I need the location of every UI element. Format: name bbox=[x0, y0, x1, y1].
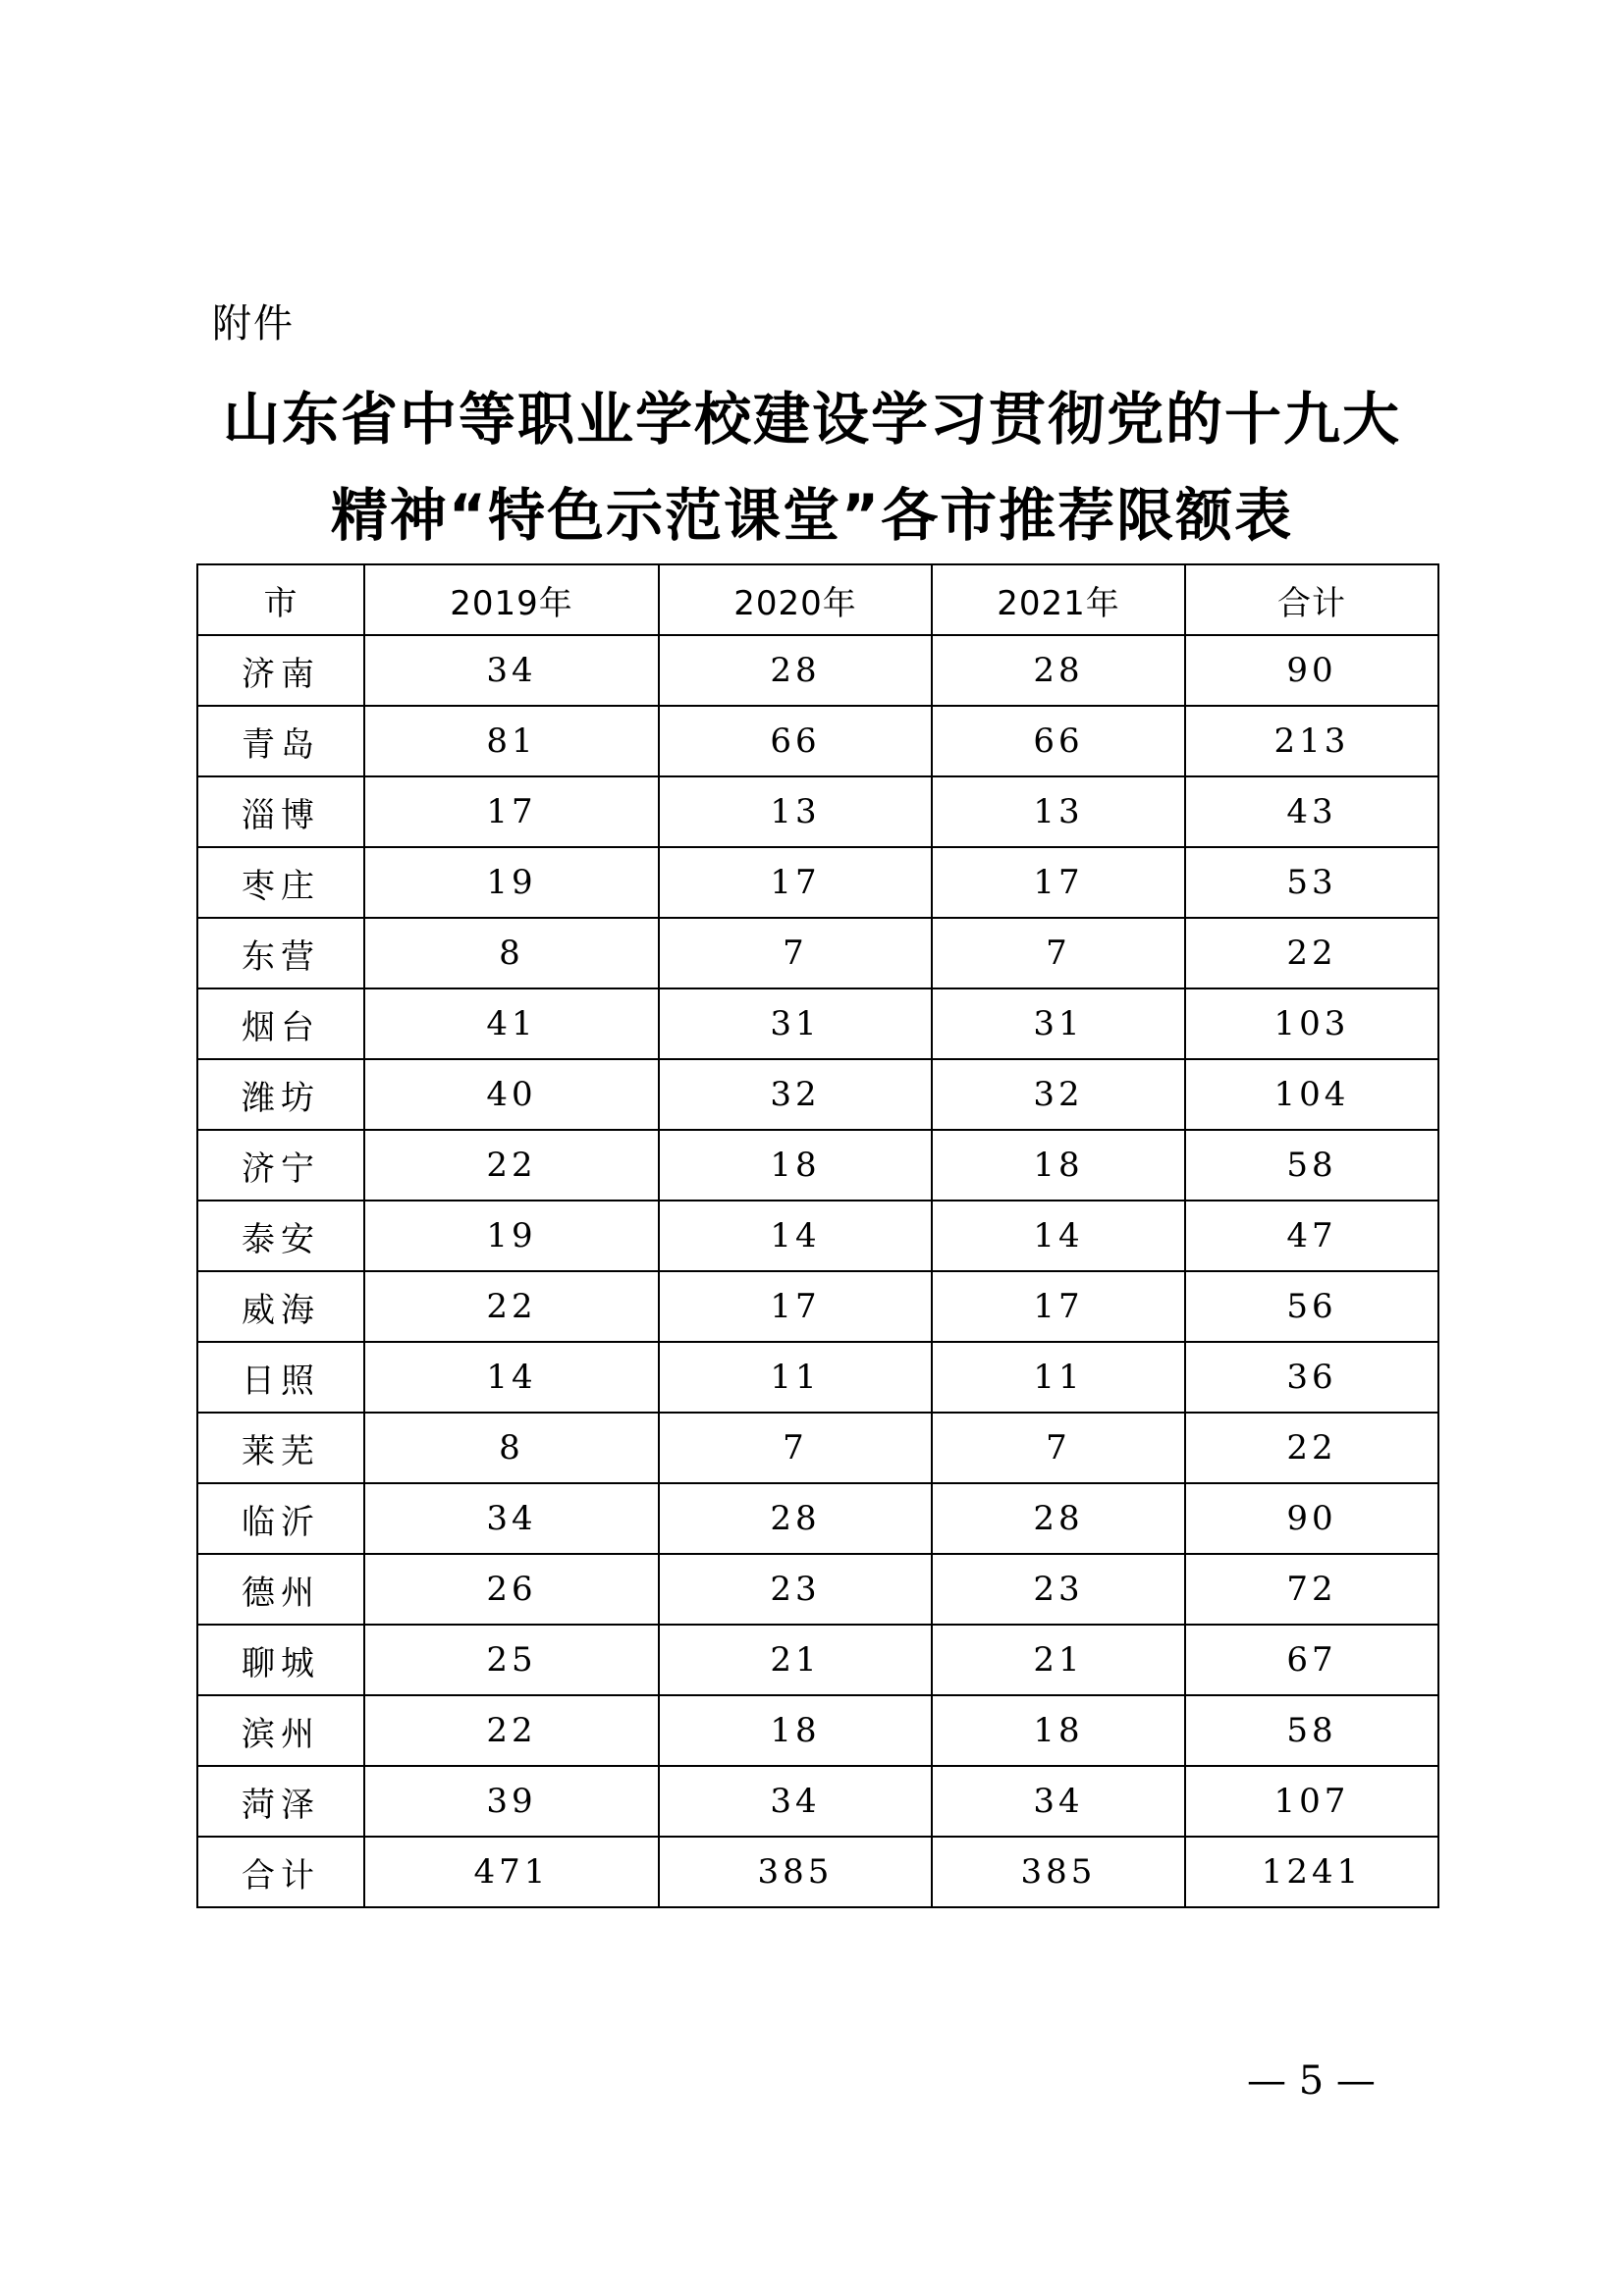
value-2019: 22 bbox=[364, 1130, 659, 1201]
value-2020: 13 bbox=[659, 776, 932, 847]
document-title bbox=[157, 371, 1467, 563]
value-2020: 18 bbox=[659, 1130, 932, 1201]
value-2019: 8 bbox=[364, 918, 659, 988]
table-row bbox=[197, 1342, 1438, 1413]
value-2020: 18 bbox=[659, 1695, 932, 1766]
city-cell: 临沂 bbox=[197, 1483, 364, 1554]
value-total: 90 bbox=[1185, 1483, 1438, 1554]
table-row bbox=[197, 1554, 1438, 1625]
city-cell: 合计 bbox=[197, 1837, 364, 1907]
value-2021: 66 bbox=[932, 706, 1185, 776]
value-2020: 14 bbox=[659, 1201, 932, 1271]
value-2019: 39 bbox=[364, 1766, 659, 1837]
value-total: 58 bbox=[1185, 1695, 1438, 1766]
table-row bbox=[197, 1483, 1438, 1554]
value-2021: 7 bbox=[932, 1413, 1185, 1483]
value-2021: 28 bbox=[932, 1483, 1185, 1554]
city-cell: 德州 bbox=[197, 1554, 364, 1625]
value-2019: 81 bbox=[364, 706, 659, 776]
value-total: 56 bbox=[1185, 1271, 1438, 1342]
city-cell: 莱芜 bbox=[197, 1413, 364, 1483]
value-total: 213 bbox=[1185, 706, 1438, 776]
value-2019: 41 bbox=[364, 988, 659, 1059]
value-2021: 11 bbox=[932, 1342, 1185, 1413]
value-2019: 40 bbox=[364, 1059, 659, 1130]
value-2020: 31 bbox=[659, 988, 932, 1059]
value-2019: 14 bbox=[364, 1342, 659, 1413]
value-total: 22 bbox=[1185, 1413, 1438, 1483]
table-body bbox=[197, 635, 1438, 1907]
header-2019: 2019年 bbox=[364, 564, 659, 635]
value-2021: 18 bbox=[932, 1695, 1185, 1766]
value-2020: 385 bbox=[659, 1837, 932, 1907]
value-2020: 32 bbox=[659, 1059, 932, 1130]
value-2021: 14 bbox=[932, 1201, 1185, 1271]
value-2019: 22 bbox=[364, 1271, 659, 1342]
value-total: 107 bbox=[1185, 1766, 1438, 1837]
value-2020: 7 bbox=[659, 1413, 932, 1483]
value-2019: 26 bbox=[364, 1554, 659, 1625]
table-header-row bbox=[197, 564, 1438, 635]
value-2019: 471 bbox=[364, 1837, 659, 1907]
value-total: 103 bbox=[1185, 988, 1438, 1059]
value-total: 22 bbox=[1185, 918, 1438, 988]
value-2021: 17 bbox=[932, 847, 1185, 918]
value-2019: 34 bbox=[364, 635, 659, 706]
header-total: 合计 bbox=[1185, 564, 1438, 635]
city-cell: 枣庄 bbox=[197, 847, 364, 918]
value-2021: 31 bbox=[932, 988, 1185, 1059]
document-title-line-1: 山东省中等职业学校建设学习贯彻党的十九大 bbox=[222, 386, 1401, 453]
table-row bbox=[197, 1413, 1438, 1483]
value-2019: 17 bbox=[364, 776, 659, 847]
quota-table bbox=[196, 563, 1439, 1908]
value-total: 47 bbox=[1185, 1201, 1438, 1271]
value-total: 90 bbox=[1185, 635, 1438, 706]
value-2021: 385 bbox=[932, 1837, 1185, 1907]
value-total: 43 bbox=[1185, 776, 1438, 847]
city-cell: 菏泽 bbox=[197, 1766, 364, 1837]
table-row bbox=[197, 988, 1438, 1059]
value-2019: 25 bbox=[364, 1625, 659, 1695]
value-2021: 28 bbox=[932, 635, 1185, 706]
value-2020: 66 bbox=[659, 706, 932, 776]
value-total: 36 bbox=[1185, 1342, 1438, 1413]
table-row bbox=[197, 706, 1438, 776]
value-2021: 7 bbox=[932, 918, 1185, 988]
table-row bbox=[197, 1201, 1438, 1271]
value-2020: 21 bbox=[659, 1625, 932, 1695]
table-row bbox=[197, 1625, 1438, 1695]
city-cell: 东营 bbox=[197, 918, 364, 988]
table-row bbox=[197, 847, 1438, 918]
attachment-label: 附件 bbox=[212, 301, 295, 347]
value-2019: 8 bbox=[364, 1413, 659, 1483]
value-2019: 19 bbox=[364, 1201, 659, 1271]
header-2020: 2020年 bbox=[659, 564, 932, 635]
value-2020: 28 bbox=[659, 635, 932, 706]
value-total: 1241 bbox=[1185, 1837, 1438, 1907]
table-row bbox=[197, 635, 1438, 706]
value-2021: 13 bbox=[932, 776, 1185, 847]
value-total: 53 bbox=[1185, 847, 1438, 918]
city-cell: 淄博 bbox=[197, 776, 364, 847]
value-2020: 17 bbox=[659, 1271, 932, 1342]
value-2020: 17 bbox=[659, 847, 932, 918]
table-row bbox=[197, 1130, 1438, 1201]
table-row bbox=[197, 1766, 1438, 1837]
table-row bbox=[197, 918, 1438, 988]
value-total: 104 bbox=[1185, 1059, 1438, 1130]
value-total: 58 bbox=[1185, 1130, 1438, 1201]
value-2021: 17 bbox=[932, 1271, 1185, 1342]
table-row bbox=[197, 1271, 1438, 1342]
value-2020: 28 bbox=[659, 1483, 932, 1554]
city-cell: 滨州 bbox=[197, 1695, 364, 1766]
table-row bbox=[197, 1695, 1438, 1766]
value-2021: 34 bbox=[932, 1766, 1185, 1837]
value-2021: 18 bbox=[932, 1130, 1185, 1201]
document-title-line-2: 精神“特色示范课堂”各市推荐限额表 bbox=[330, 482, 1294, 549]
value-2020: 23 bbox=[659, 1554, 932, 1625]
city-cell: 泰安 bbox=[197, 1201, 364, 1271]
city-cell: 济宁 bbox=[197, 1130, 364, 1201]
header-2021: 2021年 bbox=[932, 564, 1185, 635]
city-cell: 青岛 bbox=[197, 706, 364, 776]
total-row bbox=[197, 1837, 1438, 1907]
city-cell: 烟台 bbox=[197, 988, 364, 1059]
value-2021: 23 bbox=[932, 1554, 1185, 1625]
value-2020: 11 bbox=[659, 1342, 932, 1413]
value-2020: 7 bbox=[659, 918, 932, 988]
city-cell: 日照 bbox=[197, 1342, 364, 1413]
value-total: 72 bbox=[1185, 1554, 1438, 1625]
value-2021: 32 bbox=[932, 1059, 1185, 1130]
city-cell: 威海 bbox=[197, 1271, 364, 1342]
value-2019: 34 bbox=[364, 1483, 659, 1554]
value-total: 67 bbox=[1185, 1625, 1438, 1695]
header-city: 市 bbox=[197, 564, 364, 635]
value-2021: 21 bbox=[932, 1625, 1185, 1695]
value-2020: 34 bbox=[659, 1766, 932, 1837]
city-cell: 济南 bbox=[197, 635, 364, 706]
city-cell: 潍坊 bbox=[197, 1059, 364, 1130]
table-row bbox=[197, 1059, 1438, 1130]
table-row bbox=[197, 776, 1438, 847]
page-number: — 5 — bbox=[1247, 2058, 1376, 2104]
value-2019: 22 bbox=[364, 1695, 659, 1766]
value-2019: 19 bbox=[364, 847, 659, 918]
city-cell: 聊城 bbox=[197, 1625, 364, 1695]
